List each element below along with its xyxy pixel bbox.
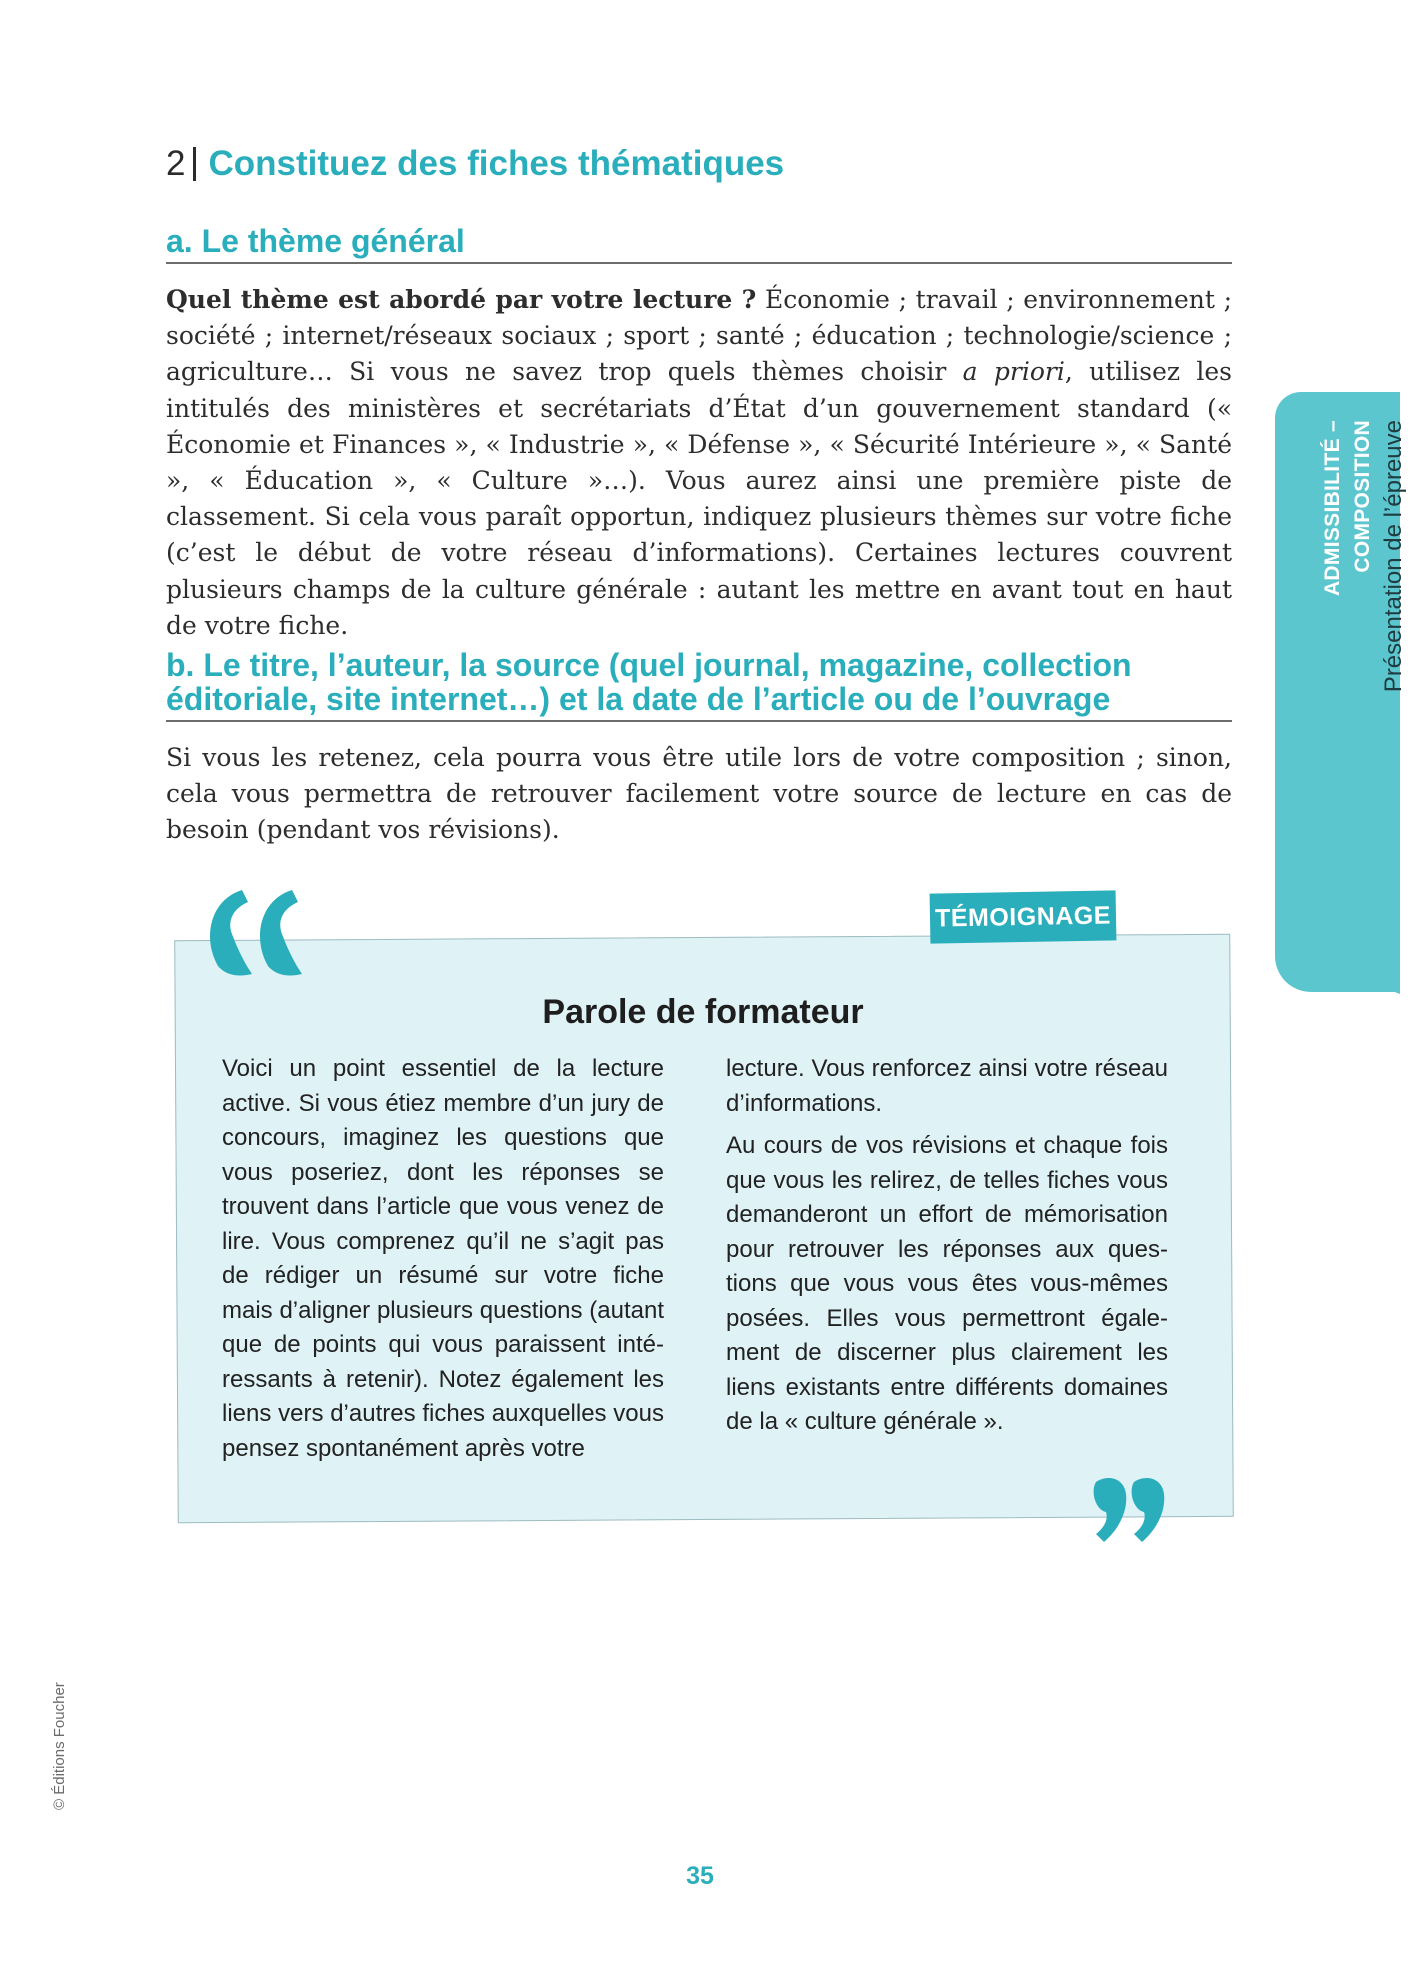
testimony-paragraph: lecture. Vous renforcez ainsi votre réseau d’informations. [726,1055,1168,1117]
testimony-badge-label: TÉMOIGNAGE [934,901,1112,933]
side-tab-category: ADMISSIBILITÉ – COMPOSITION [1321,420,1374,597]
copyright-notice [48,1660,78,1810]
subheading-a: a. Le thème général [166,224,1232,264]
side-tab-label [1318,420,1407,740]
testimony-badge [930,890,1117,943]
paragraph-a-text-2: , utilisez les intitulés des ministères et secrétariats d’État d’un gouvernement standard (« Économie et Finances », « Industrie », « Défense », « Sécurité Intérieure », « Santé », « Éducation », « Culture »…). Vous aurez ainsi une première piste de classement. Si cela vous paraît opportun, indiquez plusieurs thèmes sur votre fiche (c’est le début de votre réseau d’informations). Certaines lectures couvrent plusieurs champs de la culture générale : autant les mettre en avant tout en haut de votre fiche. [166,357,1232,640]
section-heading [166,142,784,186]
copyright-text: © Éditions Foucher [51,1682,68,1810]
section-divider [193,147,196,181]
section-title: Constituez des fiches thématiques [208,144,785,183]
paragraph-a-italic: a priori [962,357,1065,387]
paragraph-a [166,282,1232,644]
testimony-paragraph: Au cours de vos révisions et chaque fois que vous les relirez, de telles fiches vous demanderont un effort de mémorisation pour retrouver les réponses aux questions que vous vous êtes vous-mêmes posées. Elles vous permettront également de discerner plus clairement les liens existants entre différents domaines de la « culture générale ». [726,1132,1168,1435]
testimony-column-right [726,1052,1168,1440]
open-quote-icon [208,888,312,980]
testimony-title: Parole de formateur [542,993,864,1031]
subheading-b: b. Le titre, l’auteur, la source (quel journal, magazine, collection éditoriale, site internet…) et la date de l’article ou de l’ouvrage [166,648,1232,722]
close-quote-icon [1092,1476,1168,1546]
page-number: 35 [686,1862,714,1890]
testimony-paragraph: Voici un point essentiel de la lecture active. Si vous étiez membre d’un jury de concours, imaginez les questions que vous poseriez, dont les réponses se trouvent dans l’article que vous venez de lire. Vous comprenez qu’il ne s’agit pas de rédiger un résumé sur votre fiche mais d’aligner plusieurs questions (autant que de points qui vous paraissent intéressants à retenir). Notez également les liens vers d’autres fiches auxquelles vous pensez spontanément après votre [222,1055,664,1462]
side-tab-chapter: Présentation de l’épreuve [1380,420,1407,693]
paragraph-a-lead: Quel thème est abordé par votre lecture ? [166,285,757,314]
paragraph-b: Si vous les retenez, cela pourra vous être utile lors de votre composition ; sinon, cela vous permettra de retrouver facilement votre source de lecture en cas de besoin (pendant vos révisions). [166,743,1232,845]
testimony-column-left [222,1052,664,1466]
section-number: 2 [166,144,186,183]
paragraph-a-text-1: Économie ; travail ; environnement ; société ; internet/réseaux sociaux ; sport ; santé ; éducation ; technologie/science ; agriculture… Si vous ne savez trop quels thèmes choisir [166,285,1233,387]
side-tab-point [1275,930,1400,1000]
